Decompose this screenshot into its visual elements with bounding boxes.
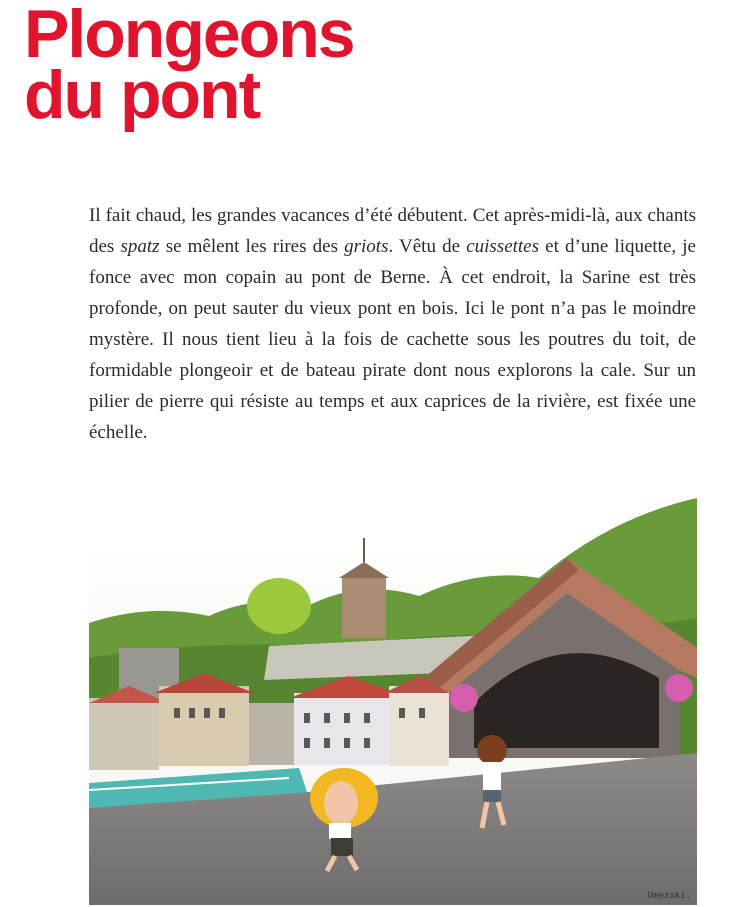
title-line-2: du pont <box>24 57 260 133</box>
house <box>159 686 249 766</box>
italic-term-cuissettes: cuissettes <box>466 236 540 257</box>
text-segment: se mêlent les rires des <box>159 236 345 257</box>
house <box>89 698 159 770</box>
house <box>389 686 449 766</box>
flower-box <box>665 674 693 702</box>
text-segment: Il fait chaud, les grandes vacances d’été débutent. Cet après-midi-là, aux chants des <box>89 205 696 257</box>
italic-term-griots: griots <box>344 236 389 257</box>
bridge-illustration <box>89 498 697 905</box>
artist-signature: Umezaki. <box>647 891 691 901</box>
text-segment: . Vêtu de <box>388 236 467 257</box>
italic-term-spatz: spatz <box>120 236 160 257</box>
flower-box <box>450 684 478 712</box>
tree <box>247 578 311 634</box>
house <box>294 693 394 765</box>
story-paragraph <box>89 200 696 448</box>
title-line-1: Plongeons <box>24 0 354 72</box>
illustration-canvas <box>89 498 697 905</box>
page-title <box>24 0 354 133</box>
text-segment: et d’une liquette, je fonce avec mon copain au pont de Berne. À cet endroit, la Sarine est très profonde, on peut sauter du vieux pont en bois. Ici le pont n’a pas le moindre mystère. Il nous tient lieu à la fois de cachette sous les poutres du toit, de formidable plongeoir et de bateau pirate dont nous explorons la cale. Sur un pilier de pierre qui résiste au temps et aux caprices de la rivière, est fixée une échelle. <box>89 236 696 443</box>
tower <box>342 576 386 638</box>
